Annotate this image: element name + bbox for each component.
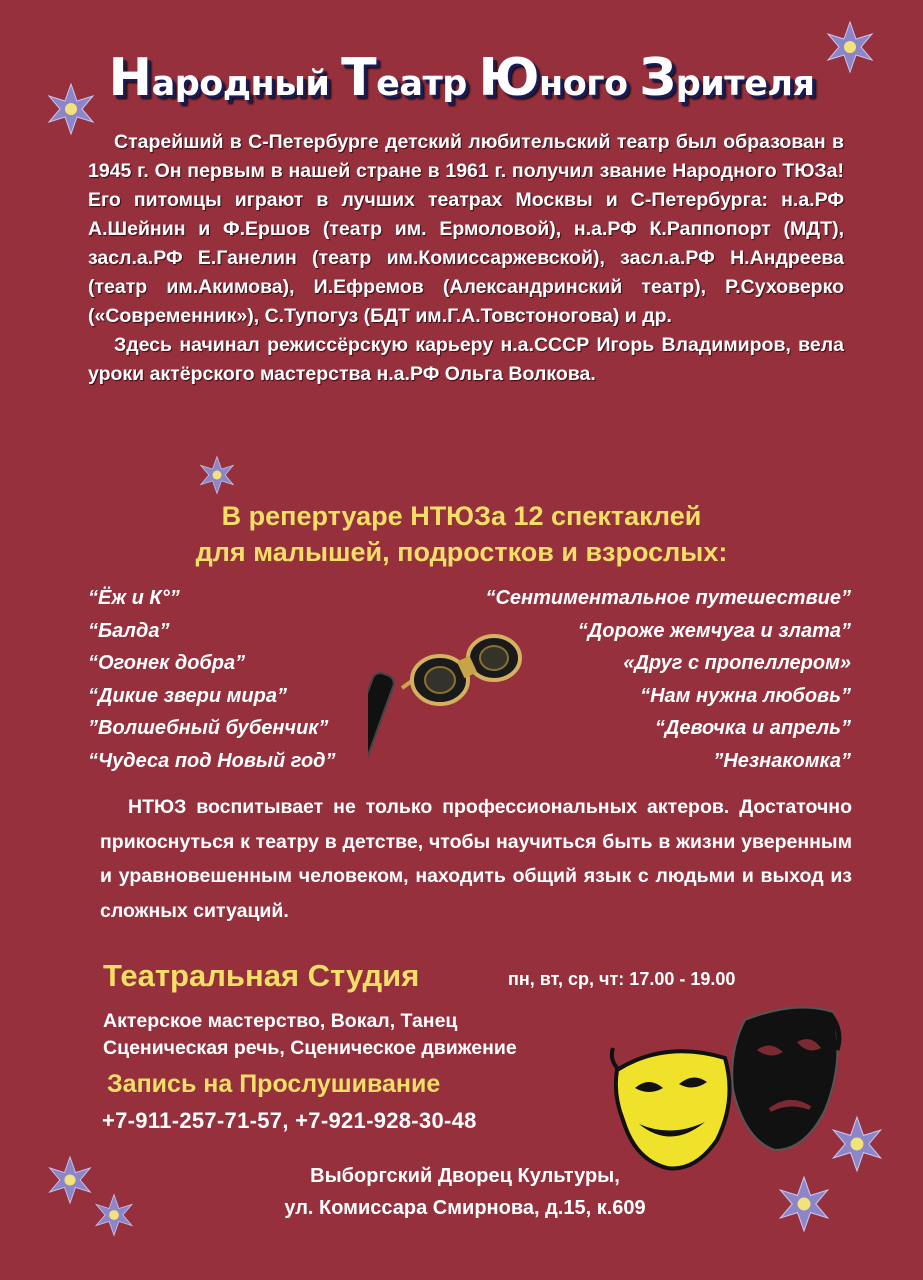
studio-subject-line: Актерское мастерство, Вокал, Танец	[103, 1010, 458, 1032]
play-item: ”Волшебный бубенчик”	[88, 717, 329, 739]
title-initial: Н	[108, 48, 152, 108]
play-item: «Друг с пропеллером»	[623, 652, 851, 674]
play-list-left	[88, 582, 336, 777]
play-item: “Ёж и К°”	[88, 587, 180, 609]
repertoire-heading-line: В репертуаре НТЮЗа 12 спектаклей	[221, 501, 702, 531]
play-item: “Дороже жемчуга и злата”	[577, 619, 851, 642]
studio-title: Театральная Студия	[103, 958, 420, 993]
theatre-binoculars-icon	[368, 618, 548, 778]
comedy-tragedy-masks-icon	[605, 1000, 845, 1175]
star-icon	[197, 455, 237, 495]
star-icon	[775, 1175, 833, 1233]
play-item: “Чудеса под Новый год”	[88, 749, 336, 772]
page-title	[0, 48, 923, 108]
title-initial: З	[639, 48, 676, 108]
play-item: “Дикие звери мира”	[88, 684, 287, 707]
studio-subject-line: Сценическая речь, Сценическое движение	[103, 1037, 517, 1059]
title-word: рителя	[675, 64, 815, 104]
title-initial: Т	[341, 48, 377, 108]
address-line: Выборгский Дворец Культуры,	[310, 1165, 620, 1187]
repertoire-heading	[0, 498, 923, 570]
education-paragraph: НТЮЗ воспитывает не только профессиональных актеров. Достаточно прикоснуться к театру в детстве, чтобы научиться быть в жизни уверенным и уравновешенным человеком, находить общий язык с людьми и выход из сложных ситуаций.	[100, 796, 852, 922]
signup-title: Запись на Прослушивание	[107, 1070, 441, 1098]
play-item: “Огонек добра”	[88, 652, 246, 674]
title-initial: Ю	[478, 48, 540, 108]
play-item: “Девочка и апрель”	[654, 717, 851, 739]
intro-paragraph-history: Старейший в С-Петербурге детский любительский театр был образован в 1945 г. Он первым в нашей стране в 1961 г. получил звание Народного ТЮЗа! Его питомцы играют в лучших театрах Москвы и С-Петербурга: н.а.РФ А.Шейнин и Ф.Ершов (театр им. Ермоловой), н.а.РФ К.Раппопорт (МДТ), засл.а.РФ Е.Ганелин (театр им.Комиссаржевской), засл.а.РФ Н.Андреева (театр им.Акимова), И.Ефремов (Александринский театр), Р.Суховерко («Современник»), С.Тупогуз (БДТ им.Г.А.Товстоногова) и др.	[88, 131, 844, 327]
intro-text	[88, 128, 844, 389]
play-item: “Нам нужна любовь”	[640, 684, 851, 707]
address-line: ул. Комиссара Смирнова, д.15, к.609	[284, 1197, 646, 1219]
play-item: ”Незнакомка”	[713, 749, 851, 772]
play-item: “Балда”	[88, 619, 170, 642]
intro-paragraph-teachers: Здесь начинал режиссёрскую карьеру н.а.СССР Игорь Владимиров, вела уроки актёрского мастерства н.а.РФ Ольга Волкова.	[88, 334, 844, 385]
play-item: “Сентиментальное путешествие”	[485, 587, 851, 609]
title-word: ародный	[151, 64, 342, 104]
title-word: еатр	[376, 64, 479, 104]
star-icon	[45, 1155, 95, 1205]
studio-subjects	[103, 1008, 517, 1062]
repertoire-heading-line: для малышей, подростков и взрослых:	[195, 537, 728, 567]
studio-hours: пн, вт, ср, чт: 17.00 - 19.00	[508, 969, 736, 989]
title-word: ного	[539, 64, 640, 104]
phone-numbers: +7-911-257-71-57, +7-921-928-30-48	[102, 1108, 477, 1133]
star-icon	[92, 1193, 136, 1237]
